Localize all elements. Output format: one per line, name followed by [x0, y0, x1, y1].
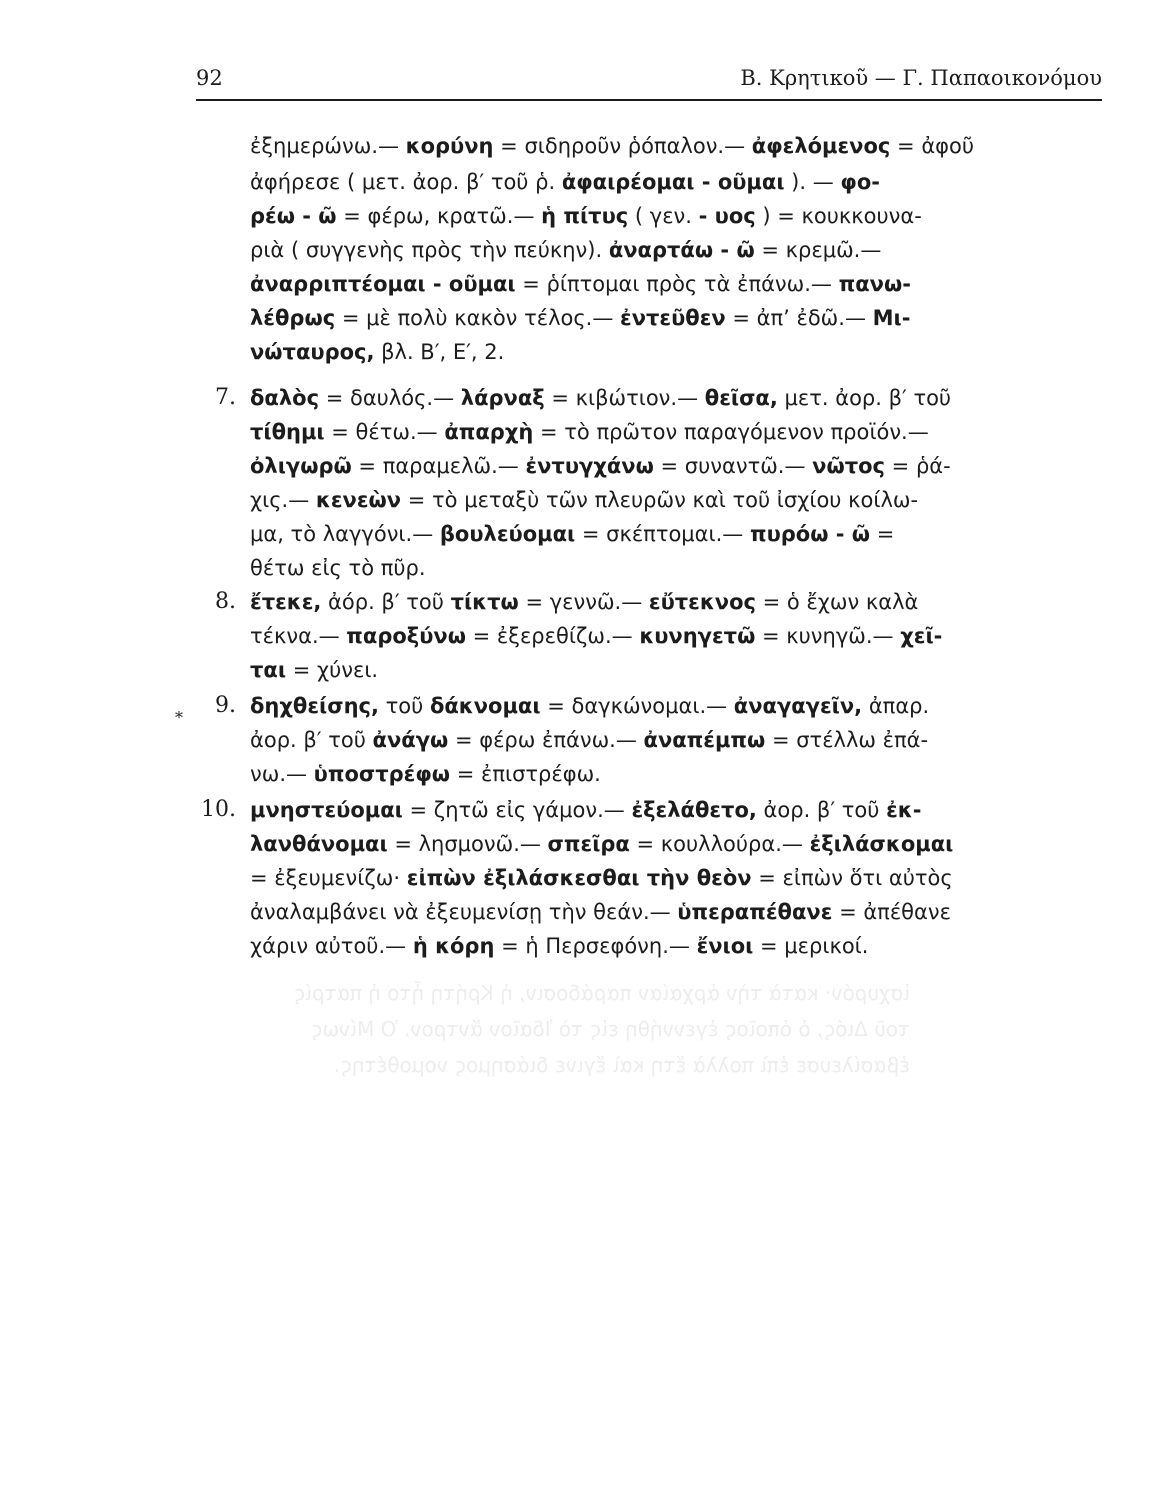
gloss-text: = κιβώτιον.—: [544, 386, 705, 410]
entry-number-7: 7.: [215, 385, 236, 410]
headword: ἀφελόμενος: [751, 134, 891, 158]
headword: ἐντεῦθεν: [620, 306, 726, 330]
gloss-text: ) = κουκκουνα-: [755, 204, 922, 228]
headword: φο-: [840, 170, 880, 194]
gloss-text: = δαγκώνομαι.—: [540, 694, 734, 718]
headword: λανθάνομαι: [250, 832, 388, 856]
headword: ἐντυγχάνω: [525, 454, 654, 478]
gloss-text: = μερικοί.: [753, 934, 869, 958]
headword: ἀναρριπτέομαι - οῦμαι: [250, 272, 516, 296]
headword: ἀναρτάω - ῶ: [608, 238, 755, 262]
headword: ὀλιγωρῶ: [250, 454, 352, 478]
headword: εὔτεκνος: [648, 590, 756, 614]
gloss-text: = γεννῶ.—: [518, 590, 649, 614]
gloss-text: = κρεμῶ.—: [754, 238, 882, 262]
text-line: [250, 164, 1102, 200]
gloss-text: = ἐξερεθίζω.—: [465, 624, 640, 648]
gloss-text: = κουλλούρα.—: [629, 832, 810, 856]
headword: κυνηγετῶ: [639, 624, 756, 648]
gloss-text: ἀορ. β′ τοῦ: [756, 798, 887, 822]
gloss-text: χάριν αὐτοῦ.—: [250, 934, 413, 958]
gloss-text: = ῥίπτομαι πρὸς τὰ ἐπάνω.—: [515, 272, 839, 296]
gloss-text: ριὰ ( συγγενὴς πρὸς τὴν πεύκην).: [250, 238, 609, 262]
gloss-text: ἀόρ. β′ τοῦ: [321, 590, 451, 614]
headword: λέθρως: [250, 306, 336, 330]
gloss-text: = τὸ μεταξὺ τῶν πλευρῶν καὶ τοῦ ἰσχίου κοίλω-: [401, 488, 919, 512]
headword: ἐξιλάσκομαι: [809, 832, 954, 856]
text-line: [250, 300, 1102, 336]
text-line: [250, 792, 1102, 828]
gloss-text: = εἰπὼν ὅτι αὐτὸς: [751, 866, 953, 890]
headword: ἐξελάθετο,: [631, 798, 757, 822]
headword: ἀφαιρέομαι - οῦμαι: [561, 170, 785, 194]
headword: σπεῖρα: [547, 832, 630, 856]
headword: ἡ πίτυς: [541, 204, 629, 228]
entry-number-8: 8.: [215, 589, 236, 614]
text-line: [250, 414, 1102, 450]
headword: τίκτω: [450, 590, 519, 614]
headword: πανω-: [838, 272, 911, 296]
gloss-text: = μὲ πολὺ κακὸν τέλος.—: [335, 306, 621, 330]
gloss-text: = ἐξευμενίζω·: [250, 866, 407, 890]
gloss-text: = σιδηροῦν ῥόπαλον.—: [493, 134, 752, 158]
text-line: [250, 722, 1102, 758]
gloss-text: ἀφήρεσε ( μετ. ἀορ. β′ τοῦ ῥ.: [250, 170, 562, 194]
header-rule: [196, 99, 1102, 101]
headword: λάρναξ: [460, 386, 545, 410]
text-line: [250, 482, 1102, 518]
gloss-text: = δαυλός.—: [319, 386, 461, 410]
headword: νώταυρος,: [250, 340, 375, 364]
text-line: [250, 550, 1102, 586]
headword: παροξύνω: [346, 624, 466, 648]
headword: μνηστεύομαι: [250, 798, 403, 822]
entry-number-10: 10.: [201, 797, 236, 822]
text-line: [250, 232, 1102, 268]
headword: ται: [250, 658, 287, 682]
gloss-text: ἐξημερώνω.—: [250, 134, 406, 158]
headword: νῶτος: [812, 454, 885, 478]
gloss-text: = σκέπτομαι.—: [575, 522, 750, 546]
gloss-text: = στέλλω ἐπά-: [765, 728, 929, 752]
text-line: [250, 894, 1102, 930]
gloss-text: ). —: [784, 170, 841, 194]
text-line: [250, 516, 1102, 552]
gloss-text: = ἀφοῦ: [890, 134, 975, 158]
gloss-text: = θέτω.—: [324, 420, 445, 444]
gloss-text: νω.—: [250, 762, 314, 786]
bleed-line: ἰσχυρόν· κατὰ τὴν ἀρχαίαν παράδοσιν, ἡ Κρήτη ἦτο ἡ πατρίς: [293, 981, 910, 1005]
gloss-text: = φέρω, κρατῶ.—: [336, 204, 542, 228]
text-line: [250, 618, 1102, 654]
text-line: [250, 448, 1102, 484]
text-line: [250, 266, 1102, 302]
margin-mark: *: [175, 708, 183, 727]
headword: - υος: [698, 204, 756, 228]
gloss-text: = παραμελῶ.—: [351, 454, 526, 478]
gloss-text: = τὸ πρῶτον παραγόμενον προϊόν.—: [533, 420, 929, 444]
text-line: [250, 860, 1102, 896]
headword: ἡ κόρη: [412, 934, 495, 958]
bleed-line: ἐβασίλευσε ἐπὶ πολλὰ ἔτη καὶ ἔγινε διάσημος νομοθέτης.: [333, 1053, 910, 1077]
headword: ἔτεκε,: [250, 590, 322, 614]
headword: ἀνάγω: [372, 728, 449, 752]
headword: ἔνιοι: [696, 934, 754, 958]
gloss-text: = ἐπιστρέφω.: [450, 762, 601, 786]
gloss-text: = ἀπέθανε: [832, 900, 951, 924]
gloss-text: = ἀπ’ ἐδῶ.—: [725, 306, 873, 330]
running-head: Β. Κρητικοῦ — Γ. Παπαοικονόμου: [740, 66, 1102, 90]
headword: εἰπὼν ἐξιλάσκεσθαι τὴν θεὸν: [406, 866, 752, 890]
headword: βουλεύομαι: [439, 522, 576, 546]
text-line: [250, 756, 1102, 792]
headword: ὑπεραπέθανε: [677, 900, 833, 924]
gloss-text: ( γεν.: [628, 204, 699, 228]
page-number: 92: [196, 66, 223, 90]
headword: δαλὸς: [250, 386, 320, 410]
headword: χεῖ-: [900, 624, 943, 648]
gloss-text: ἀναλαμβάνει νὰ ἐξευμενίσῃ τὴν θεάν.—: [250, 900, 678, 924]
gloss-text: = λησμονῶ.—: [387, 832, 548, 856]
headword: Μι-: [872, 306, 911, 330]
text-line: [250, 380, 1102, 416]
gloss-text: = συναντῶ.—: [653, 454, 813, 478]
gloss-text: χις.—: [250, 488, 316, 512]
gloss-text: = ὁ ἔχων καλὰ: [755, 590, 919, 614]
gloss-text: =: [870, 522, 895, 546]
gloss-text: ἀορ. β′ τοῦ: [250, 728, 373, 752]
gloss-text: μετ. ἀορ. β′ τοῦ: [777, 386, 952, 410]
text-line: [250, 334, 1102, 370]
headword: κορύνη: [405, 134, 494, 158]
headword: θεῖσα,: [704, 386, 778, 410]
headword: ἐκ-: [886, 798, 922, 822]
text-line: [250, 584, 1102, 620]
gloss-text: μα, τὸ λαγγόνι.—: [250, 522, 440, 546]
gloss-text: = ῥά-: [885, 454, 951, 478]
headword: ἀπαρχὴ: [444, 420, 534, 444]
gloss-text: βλ. Β′, Ε′, 2.: [374, 340, 505, 364]
headword: ὑποστρέφω: [313, 762, 451, 786]
gloss-text: = κυνηγῶ.—: [755, 624, 901, 648]
headword: ἀναγαγεῖν,: [733, 694, 863, 718]
gloss-text: θέτω εἰς τὸ πῦρ.: [250, 556, 426, 580]
text-line: [250, 128, 1102, 164]
text-line: [250, 198, 1102, 234]
headword: δηχθείσης,: [250, 694, 379, 718]
bleed-line: τοῦ Διός, ὁ ὁποῖος ἐγεννήθη εἰς τὸ Ἰδαῖον ἄντρον. Ὁ Μίνως: [310, 1017, 910, 1041]
gloss-text: = ἡ Περσεφόνη.—: [494, 934, 697, 958]
gloss-text: τέκνα.—: [250, 624, 347, 648]
headword: πυρόω - ῶ: [749, 522, 871, 546]
headword: δάκνομαι: [429, 694, 541, 718]
gloss-text: = φέρω ἐπάνω.—: [448, 728, 644, 752]
headword: τίθημι: [250, 420, 325, 444]
gloss-text: = ζητῶ εἰς γάμον.—: [402, 798, 632, 822]
gloss-text: = χύνει.: [286, 658, 379, 682]
text-line: [250, 652, 1102, 688]
text-line: [250, 826, 1102, 862]
headword: κενεὼν: [315, 488, 402, 512]
text-line: [250, 928, 1102, 964]
gloss-text: ἀπαρ.: [862, 694, 930, 718]
headword: ρέω - ῶ: [250, 204, 337, 228]
page-header: [196, 66, 1102, 96]
gloss-text: τοῦ: [378, 694, 430, 718]
entry-number-9: 9.: [215, 693, 236, 718]
text-line: [250, 688, 1102, 724]
headword: ἀναπέμπω: [643, 728, 766, 752]
